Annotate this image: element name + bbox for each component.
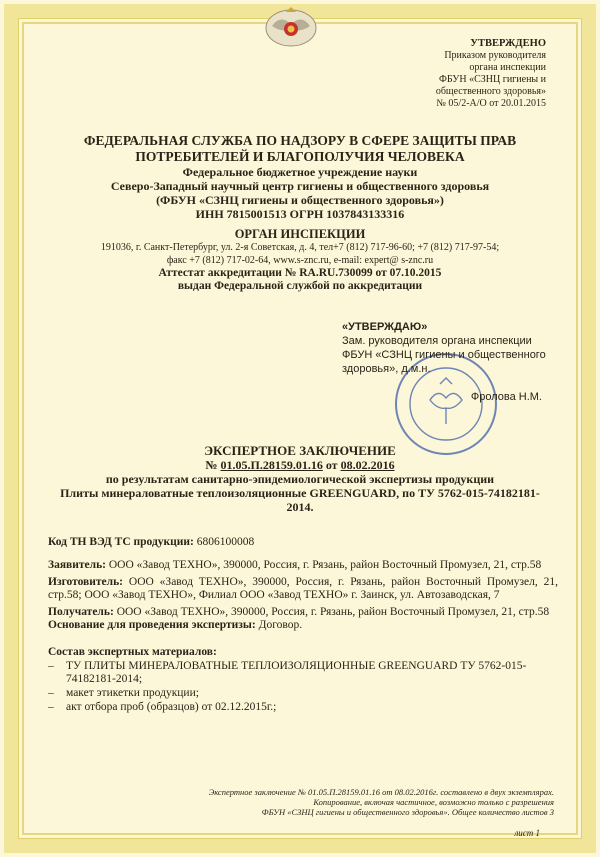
conclusion-header: [40, 444, 560, 514]
inn-ogrn: ИНН 7815001513 ОГРН 1037843133316: [195, 207, 405, 221]
confirmation-org: ФБУН «СЗНЦ гигиены и общественного: [342, 349, 546, 361]
materials-section: [48, 646, 558, 714]
recipient-label: Получатель:: [48, 606, 114, 618]
product-code-value: 6806100008: [193, 536, 255, 548]
conclusion-date: 08.02.2016: [340, 458, 395, 472]
footer-line3: ФБУН «СЗНЦ гигиены и общественного здоровья». Общее количество листов 3: [261, 807, 554, 817]
list-item: – макет этикетки продукции;: [48, 687, 558, 700]
institution-abbr: (ФБУН «СЗНЦ гигиены и общественного здоровья»): [156, 193, 444, 207]
accreditation-issuer: выдан Федеральной службой по аккредитации: [177, 280, 423, 292]
sheet-number: лист 1: [514, 828, 540, 838]
confirmation-degree: здоровья», д.м.н.: [342, 363, 431, 375]
list-item: – акт отбора проб (образцов) от 02.12.2015г.;: [48, 701, 558, 714]
manufacturer: [48, 576, 558, 602]
approval-title: УТВЕРЖДЕНО: [470, 38, 546, 49]
approval-line: органа инспекции: [469, 62, 546, 73]
accreditation-attestat: Аттестат аккредитации № RA.RU.730099 от 07.10.2015: [158, 267, 442, 279]
product-name: Плиты минераловатные теплоизоляционные GREENGUARD, по ТУ 5762-015-74182181-: [60, 486, 540, 500]
recipient: [48, 606, 558, 619]
inspection-body: [36, 227, 564, 293]
inspection-title: ОРГАН ИНСПЕКЦИИ: [234, 227, 366, 241]
conclusion-number: 01.05.П.28159.01.16: [220, 458, 323, 472]
recipient-value: ООО «Завод ТЕХНО», 390000, Россия, г. Рязань, район Восточный Промузел, 21, стр.58: [113, 606, 550, 618]
institution-type: Федеральное бюджетное учреждение науки: [182, 165, 418, 179]
manufacturer-label: Изготовитель:: [48, 576, 124, 588]
conclusion-basis: по результатам санитарно-эпидемиологической экспертизы продукции: [105, 472, 495, 486]
agency-name-line1: ФЕДЕРАЛЬНАЯ СЛУЖБА ПО НАДЗОРУ В СФЕРЕ ЗАЩИТЫ ПРАВ: [83, 133, 517, 148]
conclusion-title: ЭКСПЕРТНОЕ ЗАКЛЮЧЕНИЕ: [204, 443, 396, 458]
approval-line: ФБУН «СЗНЦ гигиены и: [439, 74, 546, 85]
list-item: – ТУ ПЛИТЫ МИНЕРАЛОВАТНЫЕ ТЕПЛОИЗОЛЯЦИОННЫЕ GREENGUARD ТУ 5762-015-74182181-2014;: [48, 660, 558, 686]
confirmation-title: «УТВЕРЖДАЮ»: [342, 321, 428, 333]
institution-name: Северо-Западный научный центр гигиены и общественного здоровья: [110, 179, 490, 193]
signer-name: Фролова Н.М.: [470, 391, 542, 403]
confirmation-position: Зам. руководителя органа инспекции: [342, 335, 532, 347]
inspection-contacts: факс +7 (812) 717-02-64, www.s-znc.ru, e-mail: expert@ s-znc.ru: [166, 254, 434, 266]
expertise-basis: [48, 619, 558, 632]
approval-line: общественного здоровья»: [435, 86, 546, 97]
confirmation-block: [342, 320, 582, 404]
product-name-cont: 2014.: [286, 500, 314, 514]
product-code-label: Код ТН ВЭД ТС продукции:: [48, 536, 194, 548]
expertise-basis-value: Договор.: [255, 619, 303, 631]
materials-list: [48, 660, 558, 714]
manufacturer-value: ООО «Завод ТЕХНО», 390000, Россия, г. Рязань, район Восточный Промузел, 21, стр.58; ООО «Завод ТЕХНО», Филиал ООО «Завод ТЕХНО» г. Заинск, ул. Автозаводская, 7: [48, 576, 558, 601]
applicant-value: ООО «Завод ТЕХНО», 390000, Россия, г. Рязань, район Восточный Промузел, 21, стр.58: [106, 559, 542, 571]
agency-name-line2: ПОТРЕБИТЕЛЕЙ И БЛАГОПОЛУЧИЯ ЧЕЛОВЕКА: [135, 149, 465, 164]
decorative-border: [4, 4, 596, 853]
conclusion-number-line: [40, 458, 560, 472]
approval-line: Приказом руководителя: [444, 50, 546, 61]
date-prefix: от: [322, 458, 341, 472]
materials-title: Состав экспертных материалов:: [48, 646, 217, 658]
product-code: [48, 536, 558, 549]
footer-note: [134, 787, 554, 817]
approval-block: [366, 38, 546, 110]
approval-line: № 05/2-А/О от 20.01.2015: [436, 98, 546, 109]
footer-line2: Копирование, включая частичное, возможно только с разрешения: [313, 797, 554, 807]
expertise-basis-label: Основание для проведения экспертизы:: [48, 619, 256, 631]
applicant: [48, 559, 558, 572]
conclusion-details: [48, 536, 558, 714]
inspection-address: 191036, г. Санкт-Петербург, ул. 2-я Советская, д. 4, тел+7 (812) 717-96-60; +7 (812) 717-97-54;: [100, 242, 500, 253]
agency-header: [40, 133, 560, 221]
footer-line1: Экспертное заключение № 01.05.П.28159.01.16 от 08.02.2016г. составлено в двух экземплярах.: [208, 787, 554, 797]
rospotrebnadzor-emblem-icon: [262, 6, 320, 52]
applicant-label: Заявитель:: [48, 559, 106, 571]
number-prefix: №: [205, 458, 221, 472]
